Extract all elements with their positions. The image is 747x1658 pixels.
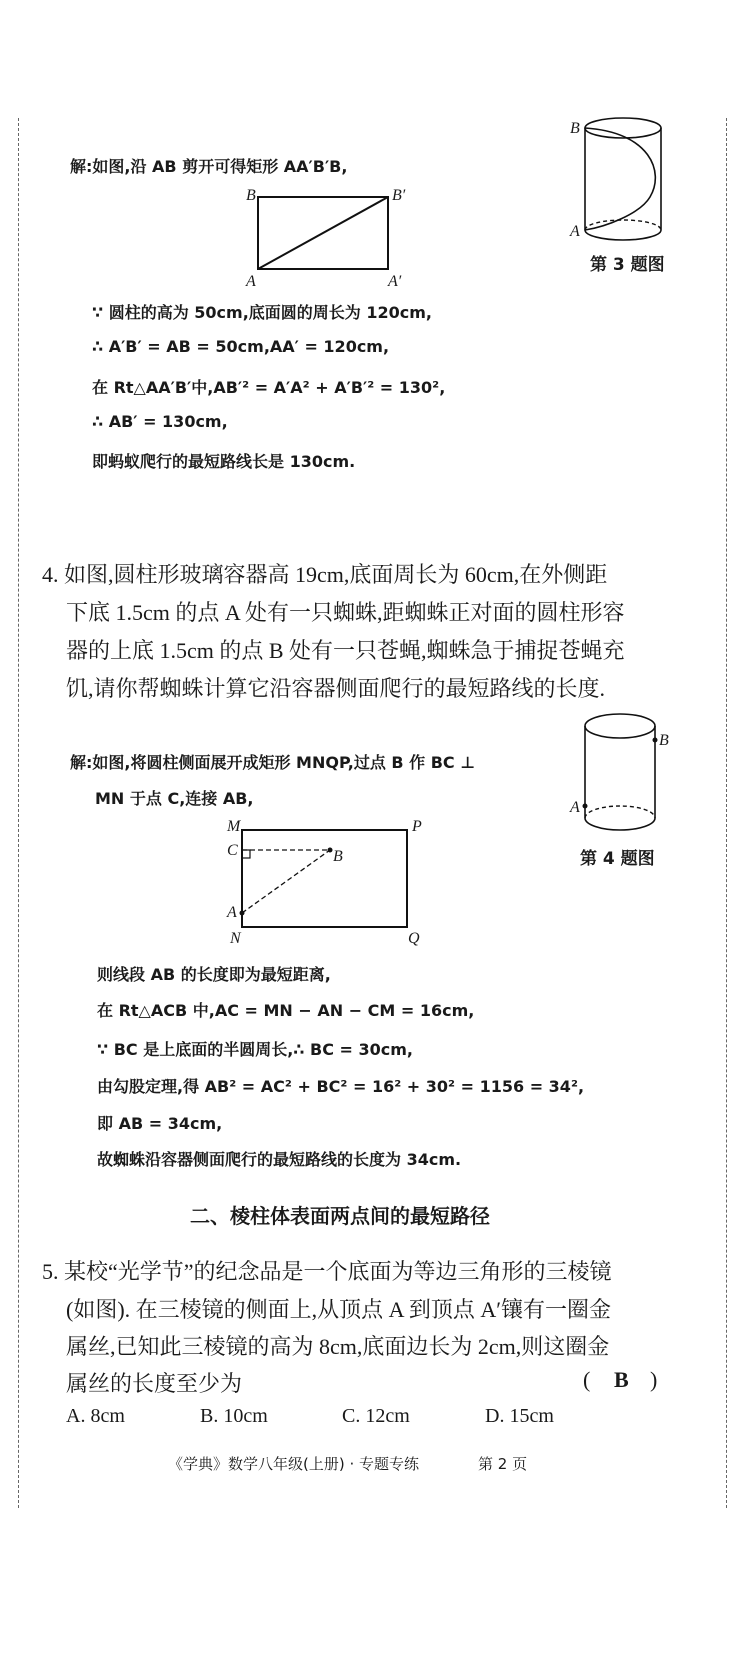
p3-cyl-label-A: A <box>570 223 580 240</box>
p4-point-A <box>583 804 588 809</box>
footer-book-title: 《学典》数学八年级(上册) · 专题专练 <box>168 1455 420 1473</box>
p3-figure-caption: 第 3 题图 <box>590 255 665 275</box>
p3-label-Bprime: B′ <box>392 187 406 204</box>
p4-label-M: M <box>227 818 241 835</box>
p5-question-line-2: (如图). 在三棱镜的侧面上,从顶点 A 到顶点 A′镶有一圈金 <box>66 1297 612 1322</box>
p4-label-Q: Q <box>408 930 420 947</box>
p4-question-line-3: 器的上底 1.5cm 的点 B 处有一只苍蝇,蜘蛛急于捕捉苍蝇充 <box>66 638 625 663</box>
p4-solution-line-2: MN 于点 C,连接 AB, <box>95 789 254 808</box>
p3-cyl-label-B: B <box>570 120 580 137</box>
p4-label-N: N <box>230 930 241 947</box>
p4-label-B: B <box>333 848 343 865</box>
p4-figure-caption: 第 4 题图 <box>580 849 655 869</box>
p4-question-line-4: 饥,请你帮蜘蛛计算它沿容器侧面爬行的最短路线的长度. <box>66 676 606 701</box>
p4-label-P: P <box>412 818 422 835</box>
p5-option-b: B. 10cm <box>200 1405 268 1427</box>
p5-answer-paren-open: ( <box>583 1367 591 1392</box>
p4-question-line-2: 下底 1.5cm 的点 A 处有一只蜘蛛,距蜘蛛正对面的圆柱形容 <box>66 600 625 625</box>
p3-rectangle-figure <box>240 182 420 292</box>
p3-solution-line-1: 解:如图,沿 AB 剪开可得矩形 AA′B′B, <box>70 157 348 176</box>
p4-solution-line-3: 则线段 AB 的长度即为最短距离, <box>97 965 331 984</box>
p5-question-line-4: 属丝的长度至少为 <box>66 1371 243 1396</box>
p4-segment-AB <box>242 850 330 913</box>
p3-solution-line-3: ∴ A′B′ = AB = 50cm,AA′ = 120cm, <box>92 337 390 356</box>
p5-answer-paren-close: ) <box>650 1367 658 1392</box>
p5-question-line-1: 5. 某校“光学节”的纪念品是一个底面为等边三角形的三棱镜 <box>42 1259 612 1284</box>
p4-solution-line-6: 由勾股定理,得 AB² = AC² + BC² = 16² + 30² = 1156 = 34², <box>97 1077 585 1096</box>
p3-label-A: A <box>246 273 256 290</box>
p3-cylinder-figure <box>570 112 670 242</box>
p3-solution-line-4: 在 Rt△AA′B′中,AB′² = A′A² + A′B′² = 130², <box>92 378 446 397</box>
p4-rectangle-figure <box>222 815 432 950</box>
footer-page-number: 第 2 页 <box>478 1455 528 1473</box>
p4-cyl-label-A: A <box>570 799 580 816</box>
p4-question-line-1: 4. 如图,圆柱形玻璃容器高 19cm,底面周长为 60cm,在外侧距 <box>42 562 608 587</box>
p4-solution-line-4: 在 Rt△ACB 中,AC = MN − AN − CM = 16cm, <box>97 1001 475 1020</box>
p3-diagonal <box>258 197 388 269</box>
p3-solution-line-5: ∴ AB′ = 130cm, <box>92 412 228 431</box>
p4-solution-line-8: 故蜘蛛沿容器侧面爬行的最短路线的长度为 34cm. <box>97 1150 462 1169</box>
p5-option-a: A. 8cm <box>66 1405 125 1427</box>
left-dashed-border <box>18 118 19 1508</box>
p5-question-line-3: 属丝,已知此三棱镜的高为 8cm,底面边长为 2cm,则这圈金 <box>66 1334 610 1359</box>
p5-option-c: C. 12cm <box>342 1405 410 1427</box>
p4-cylinder-figure <box>565 708 669 838</box>
p4-solution-line-5: ∵ BC 是上底面的半圆周长,∴ BC = 30cm, <box>97 1040 413 1059</box>
p4-label-A: A <box>227 904 237 921</box>
p3-cylinder-bottom-front <box>585 230 661 240</box>
p4-cylinder-top <box>585 714 655 738</box>
p3-helix <box>585 128 655 230</box>
p3-label-Aprime: A′ <box>388 273 402 290</box>
p4-rectangle-MNQP <box>242 830 407 927</box>
p4-solution-line-1: 解:如图,将圆柱侧面展开成矩形 MNQP,过点 B 作 BC ⊥ <box>70 753 475 772</box>
p4-point-B <box>653 738 658 743</box>
right-dashed-border <box>726 118 727 1508</box>
p3-solution-line-6: 即蚂蚁爬行的最短路线长是 130cm. <box>92 452 356 471</box>
p5-answer: B <box>614 1367 629 1392</box>
p4-right-angle-mark <box>242 850 250 858</box>
p5-option-d: D. 15cm <box>485 1405 554 1427</box>
p4-label-C: C <box>227 842 238 859</box>
section-title: 二、棱柱体表面两点间的最短路径 <box>190 1204 490 1228</box>
p3-cylinder-top <box>585 118 661 138</box>
p3-solution-line-2: ∵ 圆柱的高为 50cm,底面圆的周长为 120cm, <box>92 303 432 322</box>
p4-solution-line-7: 即 AB = 34cm, <box>97 1114 223 1133</box>
p3-label-B: B <box>246 187 256 204</box>
p4-cyl-label-B: B <box>659 732 669 749</box>
